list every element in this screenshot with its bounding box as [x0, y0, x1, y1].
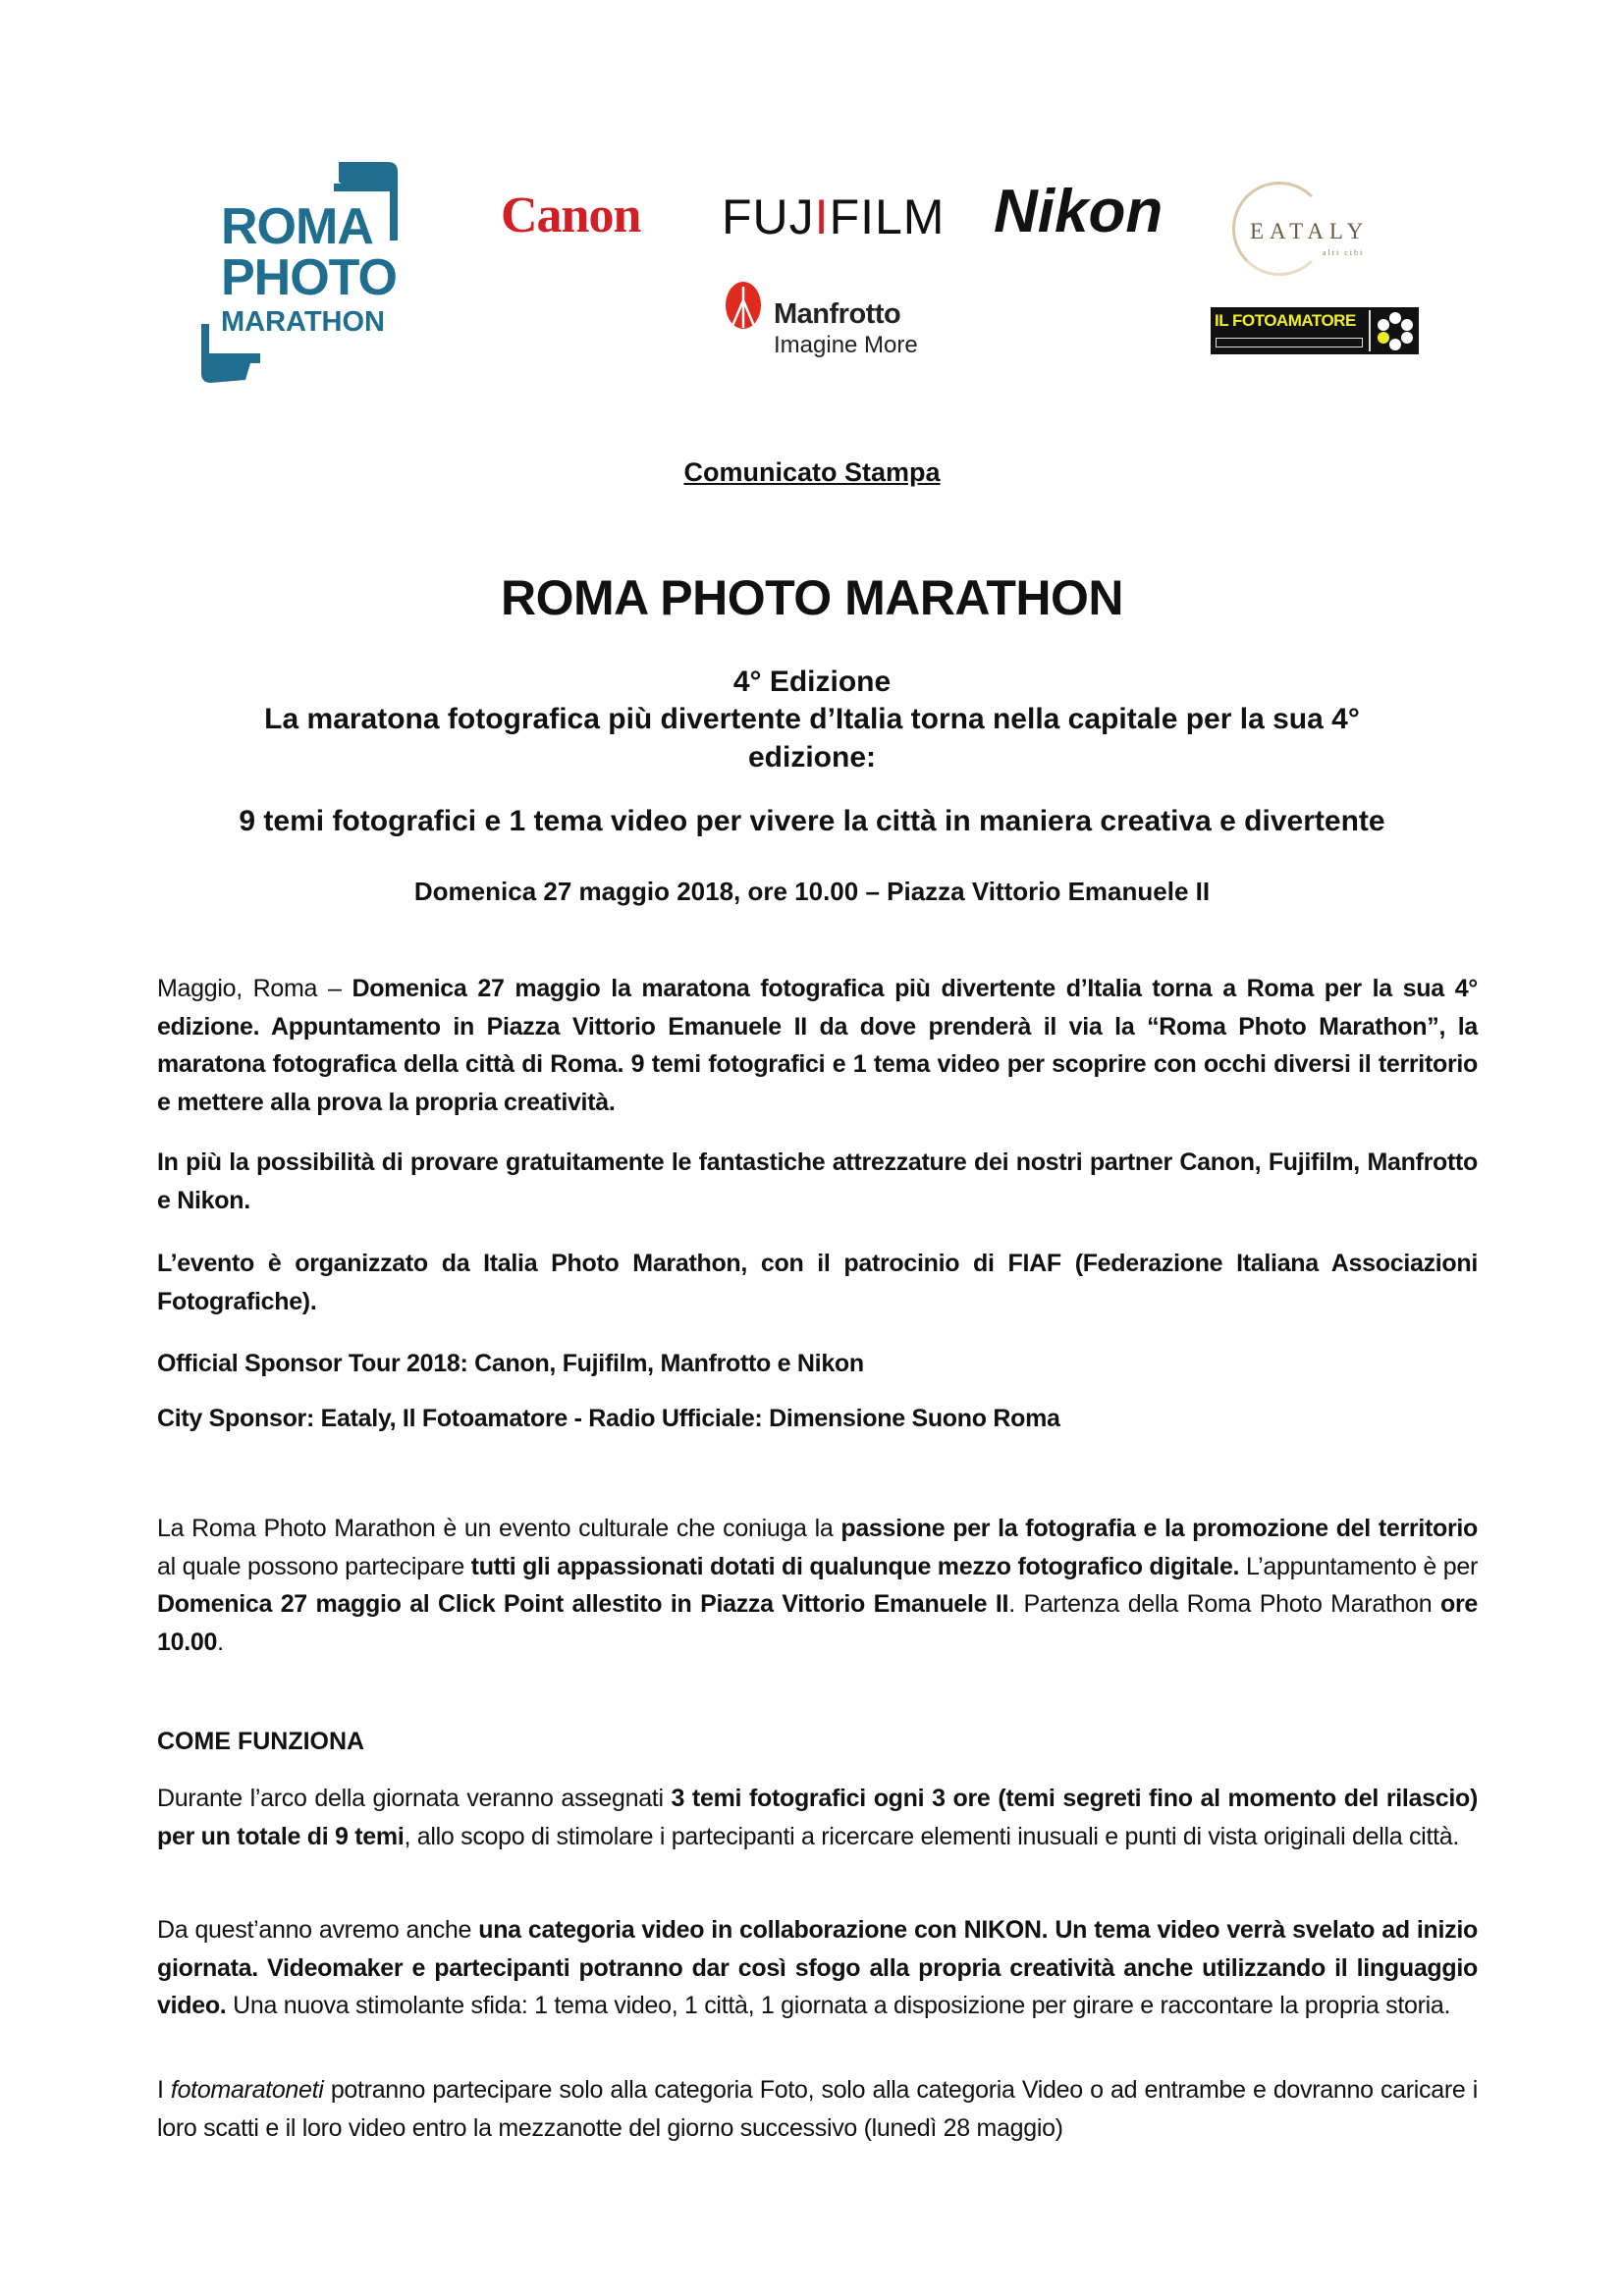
page-title: ROMA PHOTO MARATHON [501, 570, 1123, 625]
text-run: Durante l’arco della giornata veranno assegnati [157, 1785, 672, 1812]
eataly-name: EATALY [1250, 219, 1370, 243]
logo-text-marathon: MARATHON [221, 306, 385, 338]
text-run: . Partenza della Roma Photo Marathon [1008, 1590, 1440, 1618]
text-run: Una nuova stimolante sfida: 1 tema video, 1 città, 1 giornata a disposizione per girare e raccontare la propria storia. [226, 1992, 1451, 2019]
bold-run: tutti gli appassionati dotati di qualunque mezzo fotografico digitale. [470, 1552, 1240, 1580]
bold-run: ore 10.00 [157, 1590, 1478, 1656]
fujifilm-logo-i: I [814, 189, 830, 244]
city-sponsor-line: City Sponsor: Eataly, Il Fotoamatore - Radio Ufficiale: Dimensione Suono Roma [157, 1405, 1060, 1432]
subtitle-line: 9 temi fotografici e 1 tema video per vivere la città in maniera creativa e divertente [239, 805, 1385, 837]
video-category-paragraph [157, 1911, 1478, 2025]
text-run: potranno partecipare solo alla categoria Foto, solo alla categoria Video o ad entrambe e dovranno caricare i loro scatti e il loro video entro la mezzanotte del giorno successivo (lunedì 28 maggio) [157, 2076, 1478, 2142]
participation-paragraph [157, 2071, 1478, 2147]
bold-run: una categoria video in collaborazione con NIKON. Un tema video verrà svelato ad inizio giornata. Videomaker e partecipanti potranno dar così sfogo alla propria creatività anche utilizzando il linguaggio video. [157, 1916, 1478, 2019]
manfrotto-tagline: Imagine More [774, 332, 918, 358]
text-run: La Roma Photo Marathon è un evento culturale che coniuga la [157, 1515, 841, 1542]
italic-run: fotomaratoneti [170, 2076, 324, 2104]
roma-photo-marathon-logo [201, 152, 447, 388]
edition-label: 4° Edizione [732, 666, 892, 698]
section-heading: COME FUNZIONA [157, 1728, 365, 1755]
fotoamatore-divider [1369, 310, 1371, 351]
fotoamatore-logo [1211, 307, 1419, 354]
description-paragraph [157, 1510, 1478, 1661]
text-run: , allo scopo di stimolare i partecipanti a ricercare elementi inusuali e punti di vista originali della città. [404, 1822, 1459, 1850]
nikon-logo: Nikon [994, 178, 1164, 245]
fotoamatore-subline [1216, 338, 1363, 347]
bold-run: passione per la fotografia e la promozione del territorio [840, 1515, 1479, 1542]
intro-paragraph [157, 970, 1478, 1121]
text-run: L’appuntamento è per [1239, 1552, 1478, 1580]
bold-run: Domenica 27 maggio al Click Point allestito in Piazza Vittorio Emanuele II [157, 1590, 1009, 1618]
bold-run: 3 temi fotografici ogni 3 ore (temi segreti fino al momento del rilascio) per un totale di 9 temi [157, 1785, 1478, 1850]
manfrotto-name: Manfrotto [774, 298, 901, 330]
organizer-paragraph: L’evento è organizzato da Italia Photo Marathon, con il patrocinio di FIAF (Federazione Italiana Associazioni Fotografiche). [157, 1250, 1478, 1315]
manfrotto-logo [725, 277, 965, 365]
document-type-label: Comunicato Stampa [683, 457, 941, 487]
how-it-works-paragraph [157, 1780, 1478, 1855]
fotoamatore-text-panel [1211, 307, 1368, 354]
subtitle-line: La maratona fotografica più divertente d’Italia torna nella capitale per la sua 4° [264, 703, 1360, 735]
subtitle-line: edizione: [747, 741, 876, 774]
fotoamatore-name: IL FOTOAMATORE [1215, 311, 1356, 330]
text-run: Da quest’anno avremo anche [157, 1916, 479, 1944]
fujifilm-logo-part: FILM [829, 189, 946, 244]
text-run: al quale possono partecipare [157, 1552, 471, 1580]
partners-paragraph: In più la possibilità di provare gratuitamente le fantastiche attrezzature dei nostri partner Canon, Fujifilm, Manfrotto e Nikon. [157, 1148, 1478, 1214]
logo-text-photo: PHOTO [221, 249, 397, 306]
event-date-line: Domenica 27 maggio 2018, ore 10.00 – Piazza Vittorio Emanuele II [413, 877, 1211, 906]
intro-bold: Domenica 27 maggio la maratona fotografica più divertente d’Italia torna a Roma per la sua 4° edizione. Appuntamento in Piazza Vittorio Emanuele II da dove prenderà il via la “Roma Photo Marathon”, la maratona fotografica della città di Roma. 9 temi fotografici e 1 tema video per scoprire con occhi diversi il territorio e mettere alla prova la propria creatività. [157, 975, 1478, 1116]
official-sponsor-line: Official Sponsor Tour 2018: Canon, Fujifilm, Manfrotto e Nikon [157, 1350, 864, 1377]
eataly-logo [1232, 182, 1399, 275]
eataly-sub: alti cibi [1323, 248, 1365, 257]
fotoamatore-flower-icon [1375, 310, 1416, 351]
logo-text-roma: ROMA [221, 198, 373, 255]
text-run: . [217, 1628, 224, 1656]
manfrotto-tripod-icon [725, 281, 762, 330]
text-run: I [157, 2076, 171, 2104]
fujifilm-logo-part: FUJ [722, 189, 815, 244]
canon-logo: Canon [501, 187, 641, 243]
fujifilm-logo [722, 188, 945, 245]
intro-lead: Maggio, Roma – [157, 975, 352, 1002]
